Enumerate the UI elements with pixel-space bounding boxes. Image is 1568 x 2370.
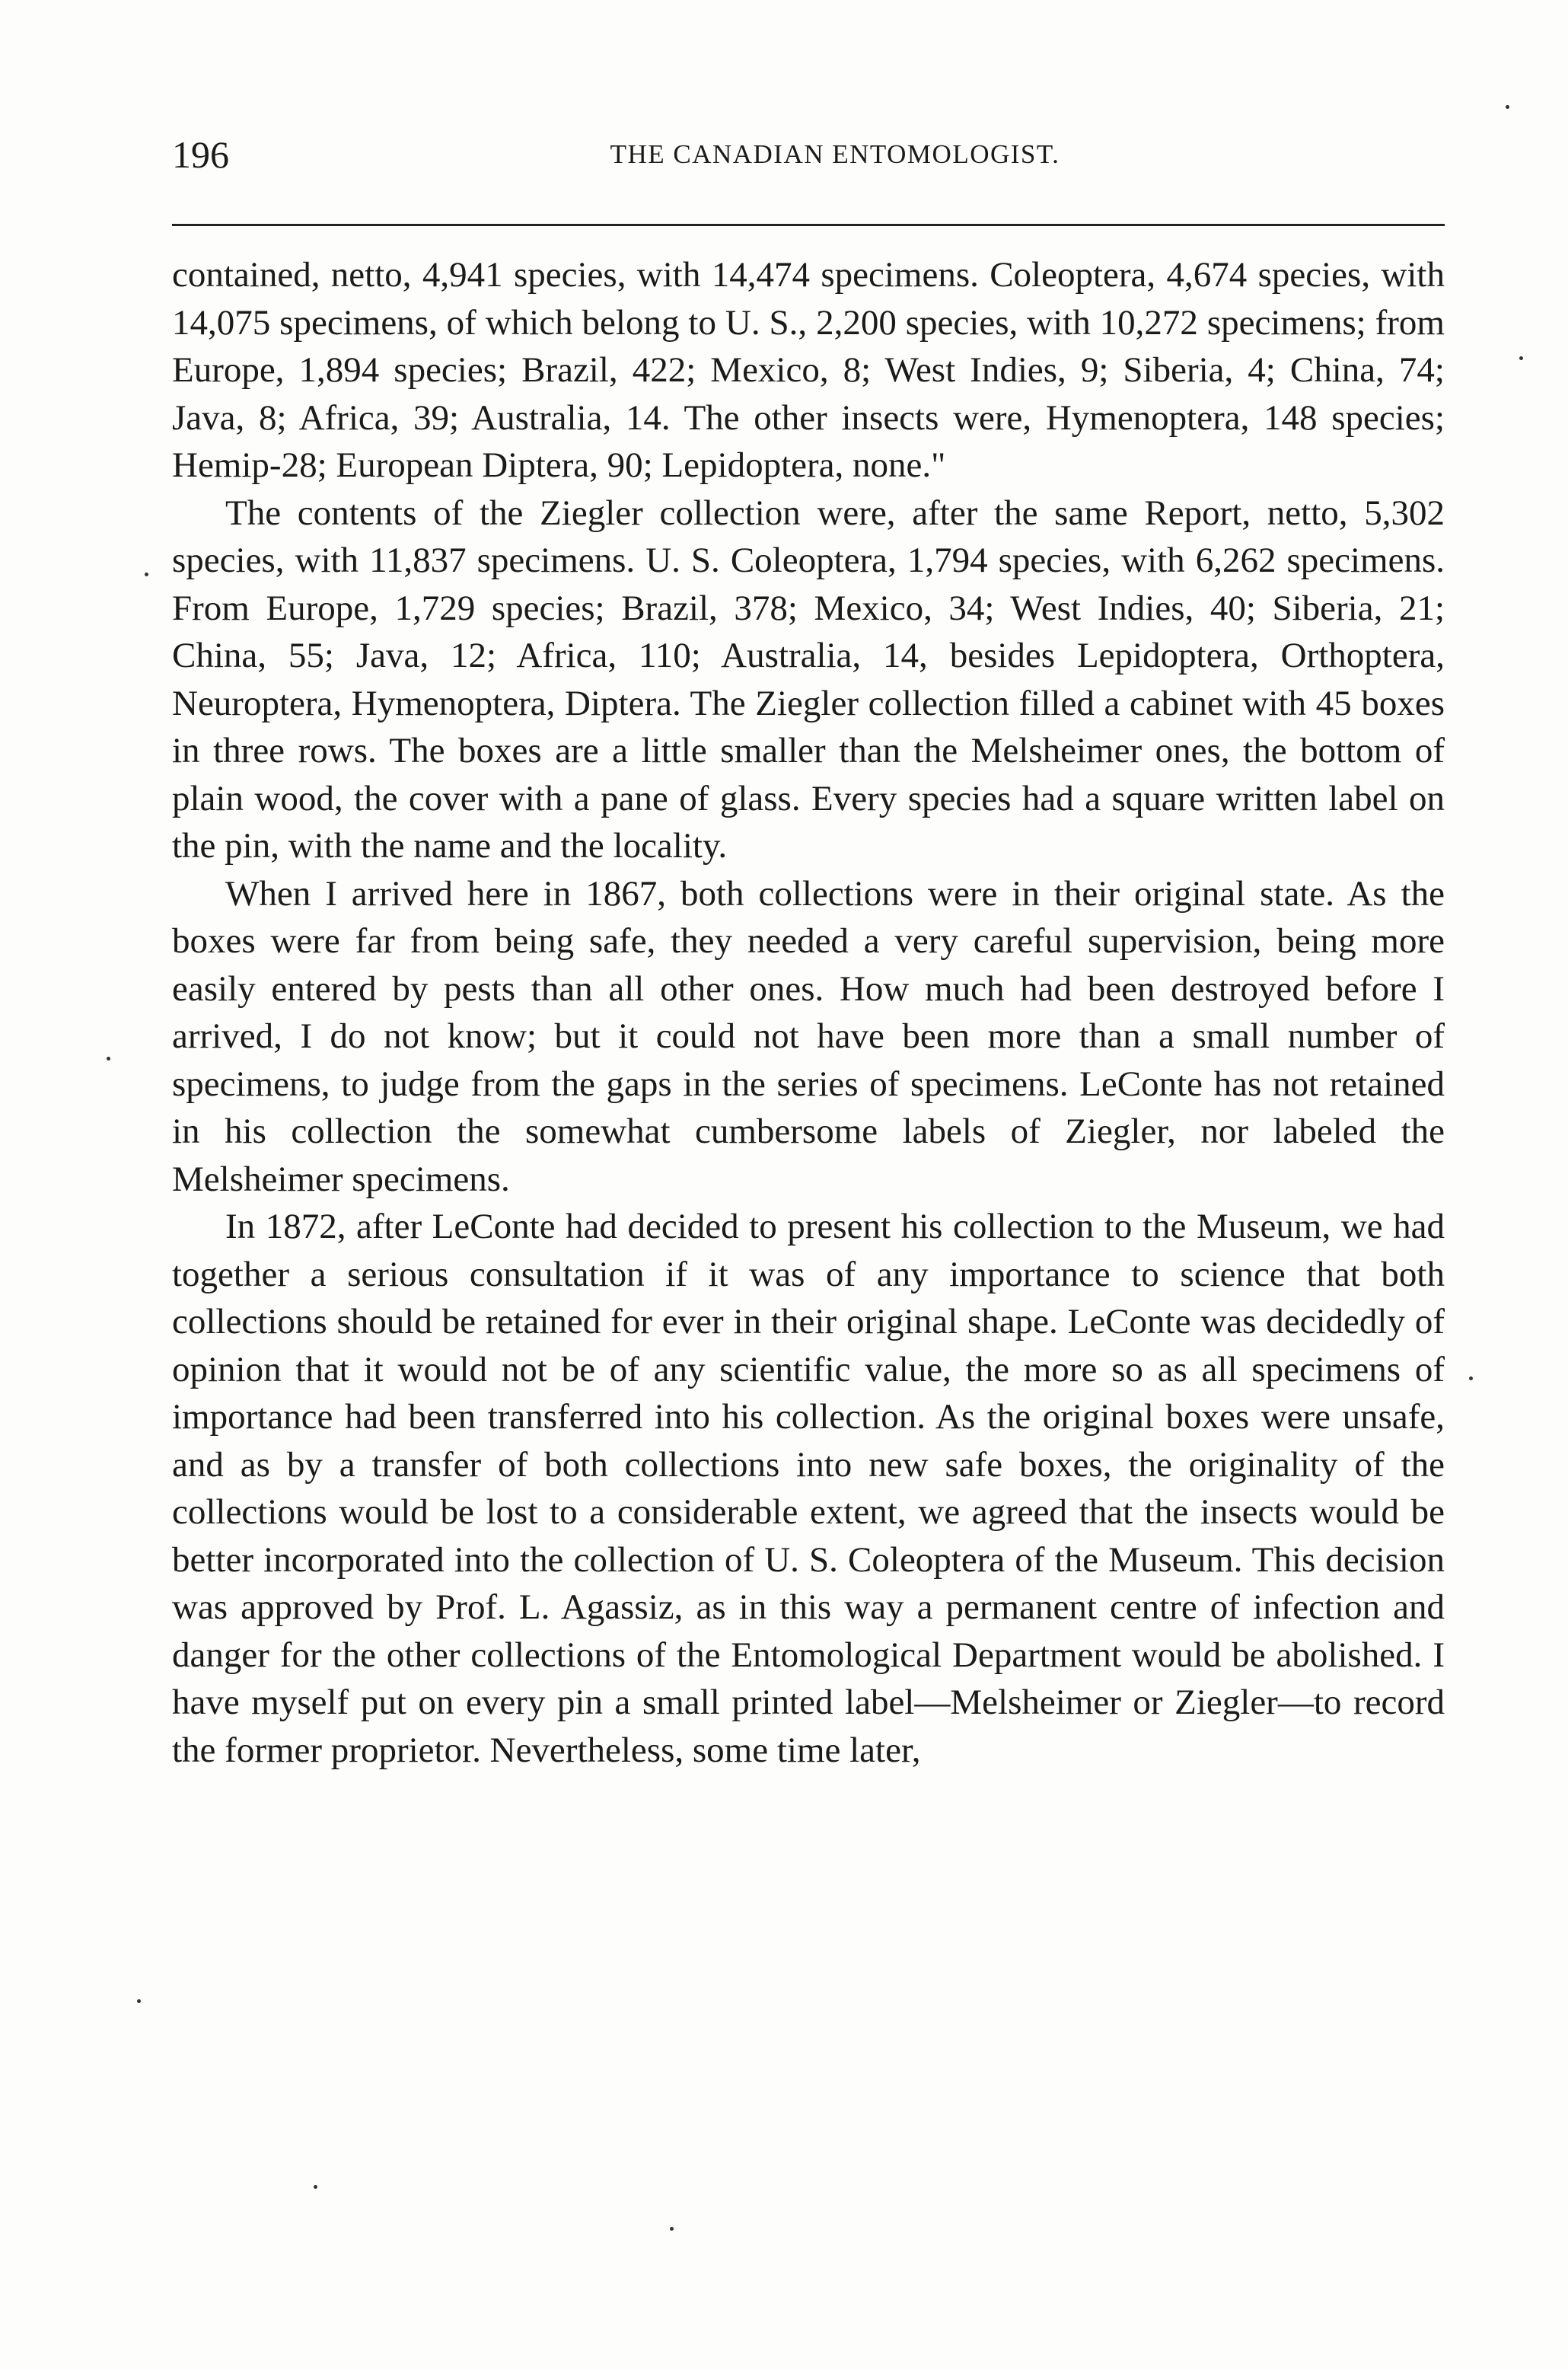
running-head <box>172 128 1445 181</box>
journal-title: THE CANADIAN ENTOMOLOGIST. <box>610 139 1060 169</box>
paragraph-ziegler-contents: The contents of the Ziegler collection were, after the same Report, netto, 5,302 species, with 11,837 specimens. U. S. Coleoptera, 1,794 species, with 6,262 specimens. From Europe, 1,729 species; Brazil, 378; Mexico, 34; West Indies, 40; Siberia, 21; China, 55; Java, 12; Africa, 110; Australia, 14, besides Lepidoptera, Orthoptera, Neuroptera, Hymenoptera, Diptera. The Ziegler collection filled a cabinet with 45 boxes in three rows. The boxes are a little smaller than the Melsheimer ones, the bottom of plain wood, the cover with a pane of glass. Every species had a square written label on the pin, with the name and the locality. <box>172 493 1445 866</box>
paragraph-arrival-1867: When I arrived here in 1867, both collections were in their original state. As the boxes were far from being safe, they needed a very careful supervision, being more easily entered by pests than all other ones. How much had been destroyed before I arrived, I do not know; but it could not have been more than a small number of specimens, to judge from the gaps in the series of specimens. LeConte has not retained in his collection the somewhat cumbersome labels of Ziegler, nor labeled the Melsheimer specimens. <box>172 873 1445 1199</box>
scan-speck <box>314 2185 317 2189</box>
paragraph-consultation-1872: In 1872, after LeConte had decided to present his collection to the Museum, we had together a serious consultation if it was of any importance to science that both collections should be retained for ever in their original shape. LeConte was decidedly of opinion that it would not be of any scientific value, the more so as all specimens of importance had been transferred into his collection. As the original boxes were unsafe, and as by a transfer of both collections into new safe boxes, the originality of the collections would be lost to a considerable extent, we agreed that the insects would be better incorporated into the collection of U. S. Coleoptera of the Museum. This decision was approved by Prof. L. Agassiz, as in this way a permanent centre of infection and danger for the other collections of the Entomological Department would be abolished. I have myself put on every pin a small printed label—Melsheimer or Ziegler—to record the former proprietor. Nevertheless, some time later, <box>172 1207 1445 1770</box>
page-number: 196 <box>172 133 229 176</box>
scan-speck <box>1519 356 1523 360</box>
scan-speck <box>107 1057 110 1061</box>
header-rule <box>172 224 1445 226</box>
scan-speck <box>670 2227 674 2231</box>
scan-speck <box>1469 1376 1473 1380</box>
scan-speck <box>145 573 148 576</box>
scan-speck <box>1506 105 1509 109</box>
paragraph-continued: contained, netto, 4,941 species, with 14,474 specimens. Coleoptera, 4,674 species, with 14,075 specimens, of which belong to U. S., 2,200 species, with 10,272 specimens; from Europe, 1,894 species; Brazil, 422; Mexico, 8; West Indies, 9; Siberia, 4; China, 74; Java, 8; Africa, 39; Australia, 14. The other insects were, Hymenoptera, 148 species; Hemip-28; European Diptera, 90; Lepidoptera, none." <box>172 255 1445 485</box>
article-body <box>172 251 1445 1774</box>
scan-speck <box>137 1999 141 2003</box>
